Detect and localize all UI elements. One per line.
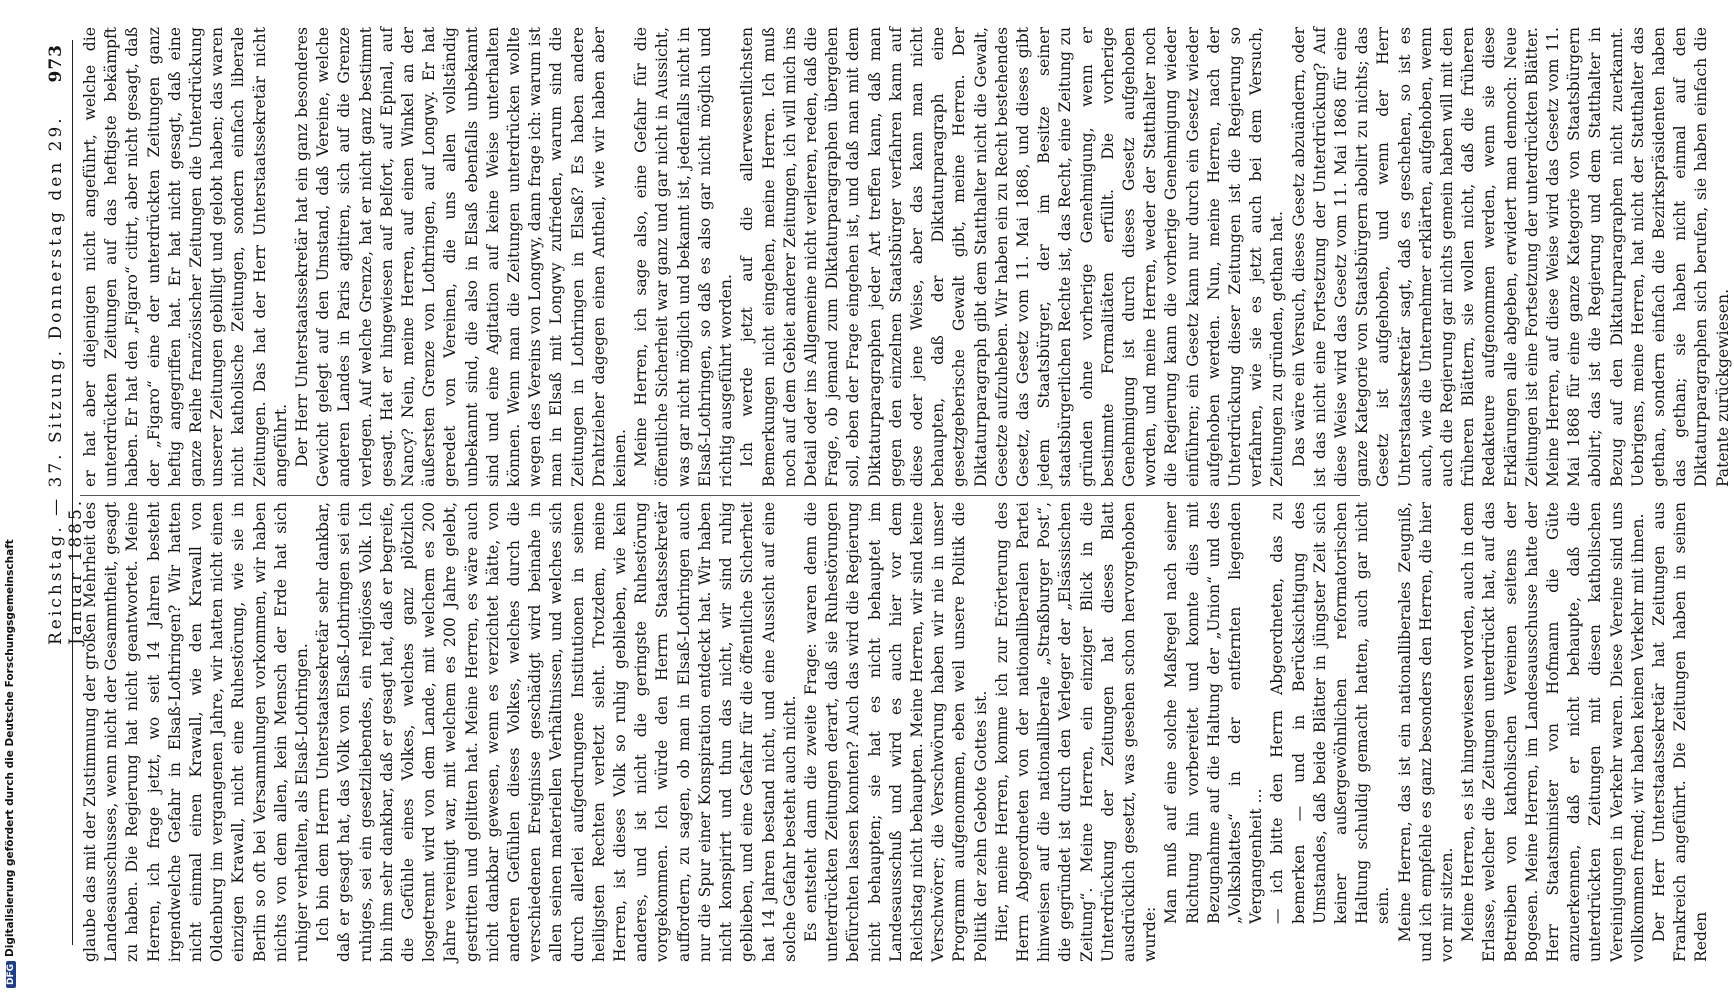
dfg-logo: DFG xyxy=(6,961,16,988)
left-column xyxy=(80,502,1711,962)
column-divider xyxy=(80,495,1360,496)
page xyxy=(22,20,1732,980)
page-header xyxy=(44,40,86,945)
quotation: — ich bitte den Herrn Abgeordneten, das zu bemerken — und in Berücksichtigung des Umstandes, daß beide Blätter in jüngster Zeit sich keiner außergewöhnlichen reformatorischen Haltung schuldig gemacht hatten, auch gar nicht sein. xyxy=(1268,502,1393,924)
paragraph: Ich werde jetzt auf die allerwesentlichsten Bemerkungen nicht eingehen, meine Herren. Ich muß noch auf dem Gebiet anderer Zeitungen, ich will mich ins Detail oder ins Allgemeine nicht verlieren, reden, daß die Frage, ob jemand zum Diktaturparagraphen übergehen soll, eben der Frage eingehen ist, und daß man mit dem Diktaturparagraphen jeder Art treffen kann, daß man gegen den einzelnen Staatsbürger verfahren kann auf diese oder jene Weise, aber das kann man nicht behaupten, daß der Diktaturparagraph eine gesetzgeberische Gewalt gibt, meine Herren. Der Diktaturparagraph gibt dem Statthalter nicht die Gewalt, Gesetze aufzuheben. Wir haben ein zu Recht bestehendes Gesetz, das Gesetz vom 11. Mai 1868, und dieses gibt jedem Staatsbürger, der im Besitze seiner staatsbürgerlichen Rechte ist, das Recht, eine Zeitung zu gründen ohne vorherige Genehmigung, wenn er bestimmte Formalitäten erfüllt. Die vorherige Genehmigung ist durch dieses Gesetz aufgehoben worden, und meine Herren, weder der Statthalter noch die Regierung kann die vorherige Genehmigung wieder einführen; ein Gesetz kann nur durch ein Gesetz wieder aufgehoben werden. Nun, meine Herren, nach der Unterdrückung dieser Zeitungen ist die Regierung so verfahren, wie sie es jetzt auch bei dem Versuch, Zeitungen zu gründen, gethan hat. xyxy=(738,27,1287,487)
paragraph: Ich bin dem Herrn Unterstaatssekretär sehr dankbar, daß er gesagt hat, das Volk von Elsaß-Lothringen sei ein ruhiges, sei ein gesetzliebendes, ein religiöses Volk. Ich bin ihm sehr dankbar, daß er gesagt hat, daß er begreife, die Gefühle eines Volkes, welches ganz plötzlich losgetrennt wird von dem Lande, mit welchem es 200 Jahre vereinigt war, mit welchem es 200 Jahre gelebt, gestritten und gelitten hat. Meine Herren, es wäre auch nicht dankbar gewesen, wenn es verzichtet hätte, von anderen Gefühlen dieses Volkes, welches durch die verschiedenen Ereignisse geschädigt wird beinahe in allen seinen materiellen Verhältnissen, und welches sich durch allerlei aufgedrungene Institutionen in seinen heiligsten Rechten verletzt sieht. Trotzdem, meine Herren, ist dieses Volk so ruhig geblieben, wie kein anderes, und ist nicht die geringste Ruhestörung vorgekommen. Ich würde den Herrn Staatssekretär auffordern, zu sagen, ob man in Elsaß-Lothringen auch nur die Spur einer Konspiration entdeckt hat. Wir haben nicht konspirirt und thun das nicht, wir sind ruhig geblieben, und eine Gefahr für die öffentliche Sicherheit hat 14 Jahren bestand nicht, und eine Aussicht auf eine solche Gefahr besteht auch nicht. xyxy=(314,502,799,962)
paragraph: Das wäre ein Versuch, dieses Gesetz abzuändern, oder ist das nicht eine Fortsetzung der Unterdrückung? Auf diese Weise wird das Gesetz vom 11. Mai 1868 für eine ganze Kategorie von Staatsbürgern abolirt zu nichts; das Gesetz ist aufgehoben, und wenn der Herr Unterstaatssekretär sagt, daß es geschehen, so ist es auch, wie die Unternehmer erklärten, aufgehoben, wenn auch die Regierung gar nichts gemein haben will mit den früheren Blättern, sie wollen nicht, daß die früheren Redakteure aufgenommen werden, wenn sie diese Erklärungen alle abgeben, erwidert man dennoch: Neue Zeitungen ist eine Fortsetzung der unterdrückten Blätter. Meine Herren, auf diese Weise wird das Gesetz vom 11. Mai 1868 für eine ganze Kategorie von Staatsbürgern abolirt; das ist die Regierung und dem Statthalter in Bezug auf den Diktaturparagraphen nicht zuerkannt. Uebrigens, meine Herren, hat nicht der Statthalter das gethan, sondern einfach die Bezirkspräsidenten haben das gethan; sie haben nicht einmal auf den Diktaturparagraphen sich berufen, sie haben einfach die Patente zurückgewiesen. xyxy=(1289,27,1732,487)
header-title: Reichstag. — 37. Sitzung. Donnerstag den 29. Januar 1885. xyxy=(46,115,86,645)
paragraph: Der Herr Unterstaatssekretär hat Zeitungen aus Frankreich angeführt. Die Zeitungen haben in seinen Reden xyxy=(1650,502,1711,962)
digitization-credit xyxy=(4,0,16,988)
paragraph: er hat aber diejenigen nicht angeführt, welche die unterdrückten Zeitungen auf das heftigste bekämpft haben. Er hat den „Figaro“ citirt, aber nicht gesagt, daß der „Figaro“ eine der unterdrückten Zeitungen ganz heftig angegriffen hat. Er hat nicht gesagt, daß eine ganze Reihe französischer Zeitungen die Unterdrückung unserer Zeitungen gebilligt und gelobt haben; das waren nicht katholische Zeitungen, sondern einfach liberale Zeitungen. Das hat der Herr Unterstaatssekretär nicht angeführt. xyxy=(81,27,290,487)
right-column xyxy=(80,27,1732,487)
page-number: 973 xyxy=(46,44,66,83)
paragraph: Meine Herren, ich sage also, eine Gefahr für die öffentliche Sicherheit war ganz und gar nicht in Aussicht, was gar nicht möglich und bekannt ist, jedenfalls nicht in Elsaß-Lothringen, so daß es also gar nicht möglich und richtig ausgeführt worden. xyxy=(632,27,736,487)
paragraph: Meine Herren, es ist hingewiesen worden, auch in dem Erlasse, welcher die Zeitungen unterdrückt hat, auf das Betreiben von katholischen Vereinen seitens der Bogesen. Meine Herren, im Landesausschusse hatte der Herr Staatsminister von Hofmann die Güte anzuerkennen, daß er nicht behaupte, daß die unterdrückten Zeitungen mit diesen katholischen Vereinigungen in Verkehr waren. Diese Vereine sind uns vollkommen fremd; wir haben keinen Verkehr mit ihnen. xyxy=(1459,502,1647,962)
paragraph: glaube das mit der Zustimmung der großen Mehrheit des Landesausschusses, wenn nicht der Gesammtheit, gesagt zu haben. Die Regierung hat nicht geantwortet. Meine Herren, ich frage jetzt, wo seit 14 Jahren besteht irgendwelche Gefahr in Elsaß-Lothringen? Wir hatten nicht einmal einen Krawall, wie den Krawall von Oldenburg im vergangenen Jahre, wir hatten nicht einen einzigen Krawall, nicht eine Ruhestörung, wie sie in Berlin so oft bei Versammlungen vorkommen, wir haben nichts von dem allen, kein Mensch der Erde hat sich ruhiger verhalten, als Elsaß-Lothringen. xyxy=(81,502,312,962)
paragraph: Meine Herren, das ist ein nationalliberales Zeugniß, und ich empfehle es ganz besonders den Herren, die hier vor mir sitzen. xyxy=(1395,502,1456,962)
quotation: Man muß auf eine solche Maßregel nach seiner Richtung hin vorbereitet und konnte dies mit Bezugnahme auf die Haltung der „Union“ und des „Volksblattes“ in der entfernten liegenden Vergangenheit ... xyxy=(1162,502,1266,924)
paragraph: Es entsteht dann die zweite Frage: waren denn die unterdrückten Zeitungen derart, daß sie Ruhestörungen befürchten lassen konnten? Auch das wird die Regierung nicht behaupten; sie hat es nicht behauptet im Landesausschuß und wird es auch hier vor dem Reichstag nicht behaupten. Meine Herren, wir sind keine Verschwörer; die Verschwörung haben wir nie in unser Programm aufgenommen, eben weil unsere Politik die Politik der zehn Gebote Gottes ist. xyxy=(801,502,990,962)
credit-text: Digitalisierung gefördert durch die Deutsche Forschungsgemeinschaft xyxy=(4,539,16,957)
paragraph: Hier, meine Herren, komme ich zur Erörterung des Herrn Abgeordneten von der nationalliberalen Partei hinweisen auf die nationalliberale „Straßburger Post“, die gegründet ist durch den Verleger der „Elsässischen Zeitung“. Meine Herren, ein einziger Blick in die Unterdrückung der Zeitungen hat dieses Blatt ausdrücklich gesetzt, was gesehen schon hervorgehoben wurde: xyxy=(992,502,1160,962)
paragraph: Der Herr Unterstaatssekretär hat ein ganz besonderes Gewicht gelegt auf den Umstand, daß Vereine, welche anderen Landes in Paris agitiren, sich auf die Grenze verlegen. Auf welche Grenze, hat er nicht ganz bestimmt gesagt. Hat er hingewiesen auf Belfort, auf Epinal, auf Nancy? Nein, meine Herren, auf einen Winkel an der äußersten Grenze von Lothringen, auf Longwy. Er hat geredet von Vereinen, die uns allen vollständig unbekannt sind, die also in Elsaß ebenfalls unbekannt sind und eine Agitation auf keine Weise unterhalten können. Wenn man die Zeitungen unterdrücken wollte wegen des Vereins von Longwy, dann frage ich: warum ist man in Elsaß mit Longwy zufrieden, warum sind die Zeitungen in Lothringen in Elsaß? Es haben andere Drahtzieher dagegen einen Antheil, wie wir haben aber keinen. xyxy=(293,27,630,487)
